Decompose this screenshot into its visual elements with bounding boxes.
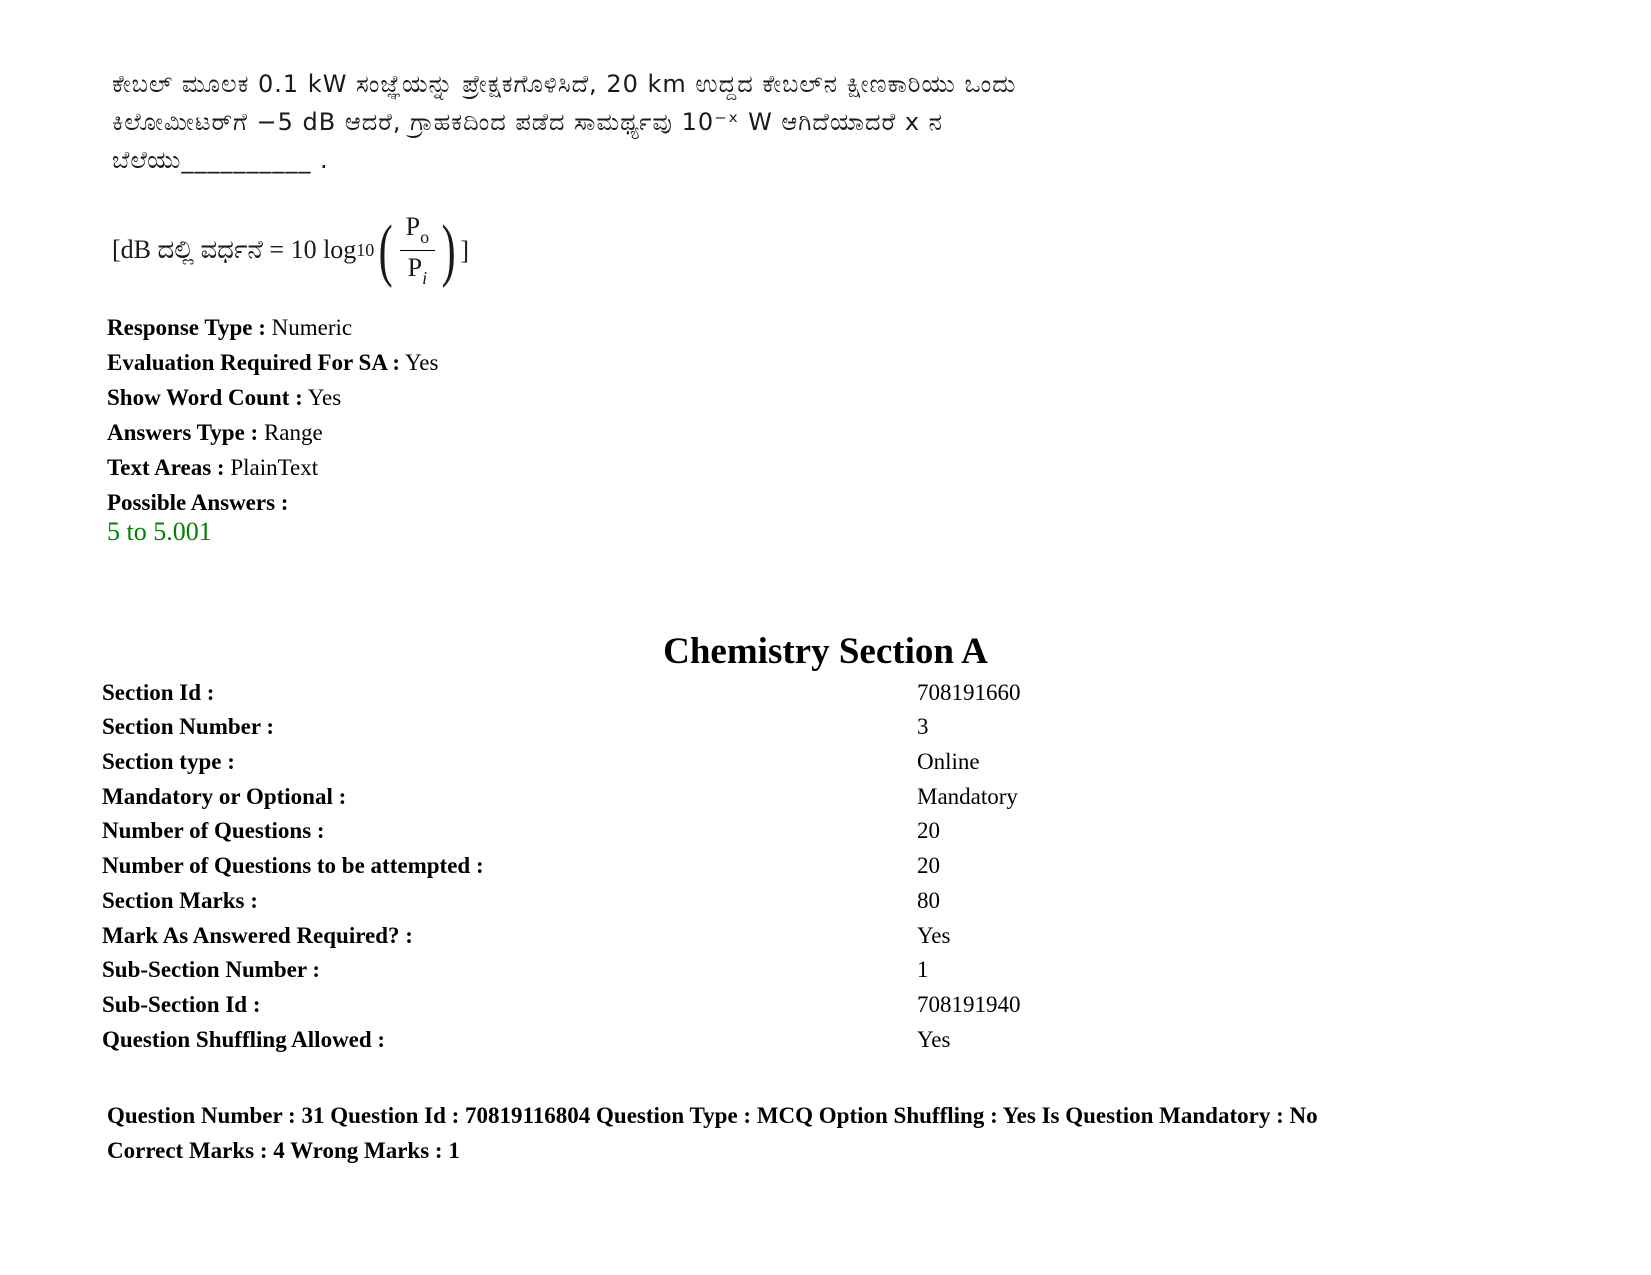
section-row: Sub-Section Id : 708191940 (102, 992, 1021, 1017)
question-text-line-3: ಬೆಲೆಯು__________ . (112, 146, 329, 174)
question-text-line-2: ಕಿಲೋಮೀಟರ್‌ಗೆ −5 dB ಆದರೆ, ಗ್ರಾಹಕದಿಂದ ಪಡೆದ ಸಾಮರ್ಥ್ಯವು 10⁻ˣ W ಆಗಿದೆಯಾದರೆ x ನ (112, 108, 944, 136)
section-row: Section type : Online (102, 749, 980, 774)
response-meta (107, 310, 438, 520)
question-info-line-1: Question Number : 31 Question Id : 70819116804 Question Type : MCQ Option Shuffling : Yes Is Question Mandatory : No (107, 1103, 1318, 1128)
fraction-numerator: $P_o$ (400, 212, 435, 251)
power-fraction (400, 212, 435, 289)
left-paren: ( (378, 211, 393, 289)
possible-answer: 5 to 5.001 (107, 517, 212, 546)
question-image (112, 64, 1212, 304)
meta-row: Possible Answers : (107, 490, 289, 515)
section-row: Number of Questions to be attempted : 20 (102, 853, 940, 878)
gain-formula (112, 212, 469, 289)
right-paren: ) (441, 211, 456, 289)
meta-row: Evaluation Required For SA : Yes (107, 350, 439, 375)
question-info (107, 1098, 1318, 1168)
section-title: Chemistry Section A (663, 631, 988, 672)
section-row: Question Shuffling Allowed : Yes (102, 1027, 951, 1052)
fraction-denominator: $P_i$ (407, 253, 428, 288)
formula-log-base: 10 (356, 240, 375, 260)
meta-row: Answers Type : Range (107, 420, 323, 445)
meta-row: Text Areas : PlainText (107, 455, 319, 480)
section-row: Section Id : 708191660 (102, 680, 1021, 705)
section-row: Mark As Answered Required? : Yes (102, 923, 951, 948)
section-row: Mandatory or Optional : Mandatory (102, 784, 1018, 809)
formula-prefix: [dB ದಲ್ಲಿ ವರ್ಧನೆ = 10 log (112, 235, 357, 264)
meta-row: Response Type : Numeric (107, 315, 353, 340)
question-text-line-1: ಕೇಬಲ್ ಮೂಲಕ 0.1 kW ಸಂಜ್ಞೆಯನ್ನು ಪ್ರೇಕ್ಷಕಗೊಳಿಸಿದೆ, 20 km ಉದ್ದದ ಕೇಬಲ್‌ನ ಕ್ಷೀಣಕಾರಿಯು ಒಂದು (112, 70, 1017, 98)
question-info-line-2: Correct Marks : 4 Wrong Marks : 1 (107, 1138, 460, 1163)
formula-suffix: ] (460, 235, 470, 265)
meta-row: Show Word Count : Yes (107, 385, 342, 410)
section-row: Section Number : 3 (102, 714, 929, 739)
section-row: Section Marks : 80 (102, 888, 940, 913)
section-row: Sub-Section Number : 1 (102, 957, 929, 982)
section-row: Number of Questions : 20 (102, 818, 940, 843)
